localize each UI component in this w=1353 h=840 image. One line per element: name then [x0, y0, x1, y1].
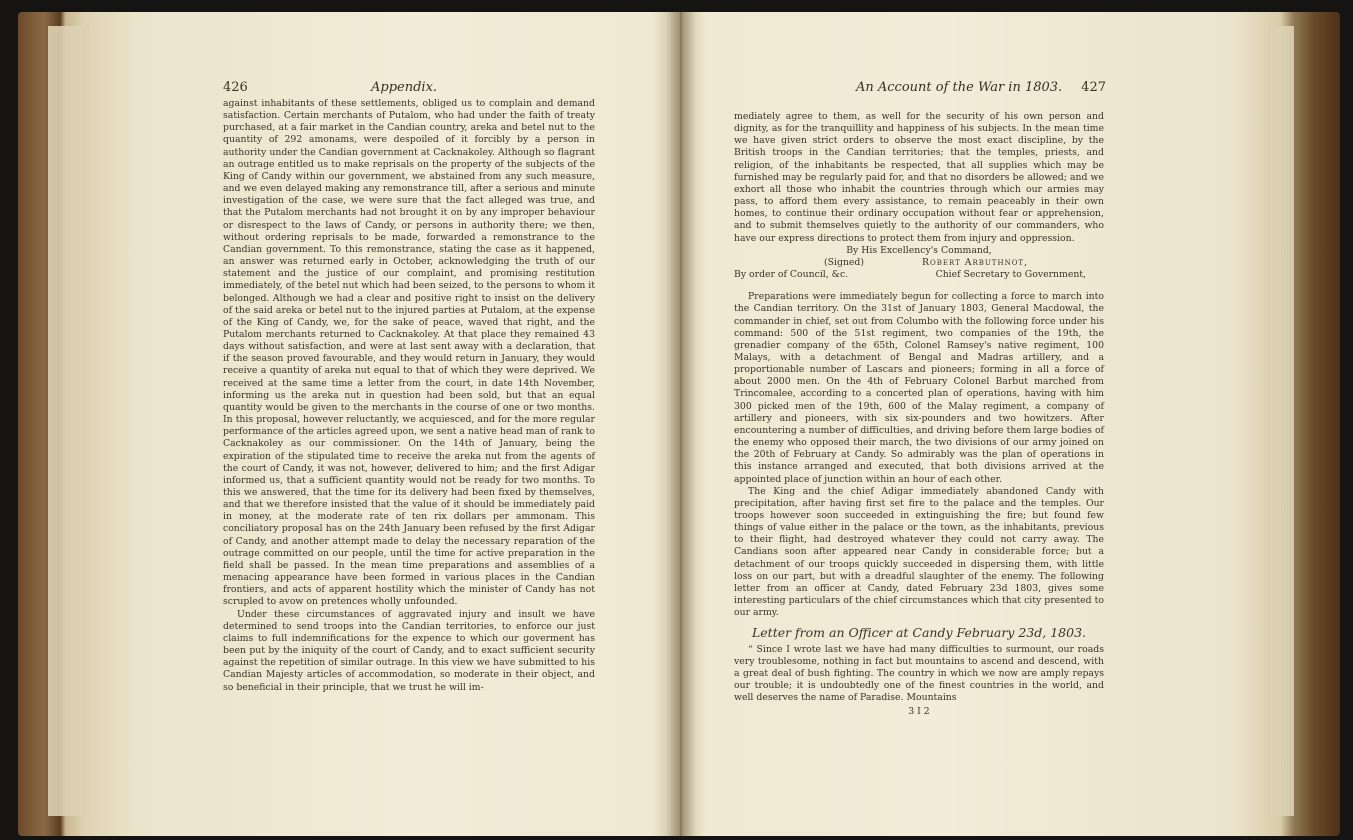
- right-paragraph-continued: mediately agree to them, as well for the security of his own person and dignity, as for the tranquillity and happiness of his subjects. In the mean time we have given strict orders to observe the most exact discipline, by the British troops in the Candian territories; that the temples, priests, and religion, of the inhabitants be respected, that all supplies which may be furnished may be regularly paid for, and that no disorders be allowed; and we exhort all those who inhabit the countries through which our armies may pass, to afford them every assistance, to remain peaceably in their own homes, to continue their ordinary occupation without fear or apprehension, and to submit themselves quietly to the authority of our commanders, who have our express directions to protect them from injury and oppression.: [734, 111, 1104, 244]
- left-page: [18, 12, 680, 836]
- signer-name: Robert Arbuthnot,: [922, 256, 1029, 268]
- right-running-title: An Account of the War in 1803.: [856, 80, 1063, 95]
- signature-mark: 3 I 2: [908, 706, 930, 718]
- right-page-number: 427: [1081, 80, 1106, 95]
- left-page-number: 426: [223, 80, 248, 95]
- right-paragraph-king: The King and the chief Adigar immediately abandoned Candy with precipitation, after having first set fire to the palace and the temples. Our troops however soon succeeded in extinguishing the fire; but found few things of value either in the palace or the town, as the inhabitants, previous to their flight, had destroyed whatever they could not carry away. The Candians soon after appeared near Candy in considerable force; but a detachment of our troops quickly succeeded in dispersing them, with little loss on our part, but with a dreadful slaughter of the enemy. The following letter from an officer at Candy, dated February 23d 1803, gives some interesting particulars of the chief circumstances which that city presented to our army.: [734, 485, 1104, 619]
- order-row: [734, 269, 1104, 281]
- left-running-head: [223, 80, 595, 95]
- right-running-head: [856, 80, 1106, 95]
- left-paragraph-1: against inhabitants of these settlements, obliged us to complain and demand satisfaction. Certain merchants of Putalom, who had under the faith of treaty purchased, at a fair market in the Candian country, areka and betel nut to the quantity of 292 amonams, were despoiled of it forcibly by a person in authority under the Candian government at Cacknakoley. Although so flagrant an outrage entitled us to make reprisals on the property of the subjects of the King of Candy within our government, we abstained from any such measure, and we even delayed making any remonstrance till, after a serious and minute investigation of the case, we were sure that the fact alleged was true, and that the Putalom merchants had not brought it on by any improper behaviour or disrespect to the laws of Candy, or persons in authority there; we then, without ordering reprisals to be made, forwarded a remonstrance to the Candian government. To this remonstrance, stating the case as it happened, an answer was returned early in October, acknowledging the truth of our statement and the justice of our complaint, and promising restitution immediately, of the betel nut which had been seized, to the persons to whom it belonged. Although we had a clear and positive right to insist on the delivery of the said areka or betel nut to the injured parties at Putalom, at the expense of the King of Candy, we, for the sake of peace, waved that right, and the Putalom merchants returned to Cacknakoley. At that place they remained 43 days without satisfaction, and were at last sent away with a declaration, that if the season proved favourable, and they would return in January, they would receive a quantity of areka nut equal to that of which they were deprived. We received at the same time a letter from the court, in date 14th November, informing us the areka nut in question had been sold, but that an equal quantity would be given to the merchants in the course of one or two months. In this proposal, however reluctantly, we acquiesced, and for the more regular performance of the articles agreed upon, we sent a native head man of rank to Cacknakoley as our commissioner. On the 14th of January, being the expiration of the stipulated time to receive the areka nut from the agents of the court of Candy, it was not, however, delivered to him; and the first Adigar informed us, that a sufficient quantity would not be ready for two months. To this we answered, that the time for its delivery had been fixed by themselves, and that we therefore insisted that the value of it should be immediately paid in money, at the moderate rate of ten rix dollars per ammonam. This conciliatory proposal has on the 24th January been refused by the first Adigar of Candy, and another attempt made to delay the necessary reparation of the outrage committed on our people, until the time for active preparation in the field shall be passed. In the mean time preparations and assemblies of a menacing appearance have been formed in various places in the Candian frontiers, and acts of apparent hostility which the minister of Candy has not scrupled to avow on pretences wholly unfounded.: [223, 98, 595, 608]
- signed-row: [734, 257, 1104, 269]
- command-line: By His Excellency's Command,: [846, 244, 992, 256]
- right-paragraph-preparations: Preparations were immediately begun for collecting a force to march into the Candian territory. On the 31st of January 1803, General Macdowal, the commander in chief, set out from Columbo with the following force under his command: 500 of the 51st regiment, two companies of the 19th, the grenadier company of the 65th, Colonel Ramsey's native regiment, 100 Malays, with a detachment of Bengal and Madras artillery, and a proportionable number of Lascars and pioneers; forming in all a force of about 2000 men. On the 4th of February Colonel Barbut marched from Trincomalee, according to a concerted plan of operations, having with him 300 picked men of the 19th, 600 of the Malay regiment, a company of artillery and pioneers, with six six-pounders and two howitzers. After encountering a number of difficulties, and driving before them large bodies of the enemy who opposed their march, the two divisions of our army joined on the 20th of February at Candy. So admirably was the plan of operations in this instance arranged and executed, that both divisions arrived at the appointed place of junction within an hour of each other.: [734, 291, 1104, 485]
- signed-label: (Signed): [824, 256, 864, 268]
- letter-title: Letter from an Officer at Candy February 23d, 1803.: [751, 625, 1087, 641]
- left-paragraph-2: Under these circumstances of aggravated injury and insult we have determined to send troops into the Candian territories, to enforce our just claims to full indemnifications for the expence to which our goverment has been put by the iniquity of the court of Candy, and to exact sufficient security against the repetition of similar outrage. In this view we have submitted to his Candian Majesty articles of accommodation, so moderate in their object, and so beneficial in their principle, that we trust he will im-: [223, 608, 595, 693]
- signer-title: Chief Secretary to Government,: [935, 269, 1086, 281]
- right-page-body: [734, 111, 1104, 719]
- order-line: By order of Council, &c.: [734, 269, 849, 281]
- letter-paragraph: “ Since I wrote last we have had many difficulties to surmount, our roads very troublesome, nothing in fact but mountains to ascend and descend, with a great deal of bush fighting. The country in which we now are amply repays our trouble; it is undoubtedly one of the finest countries in the world, and well deserves the name of Paradise. Mountains: [734, 643, 1104, 704]
- left-page-body: [223, 98, 595, 694]
- right-page: [680, 12, 1340, 836]
- left-running-title: Appendix.: [371, 80, 438, 95]
- open-book: [18, 12, 1340, 836]
